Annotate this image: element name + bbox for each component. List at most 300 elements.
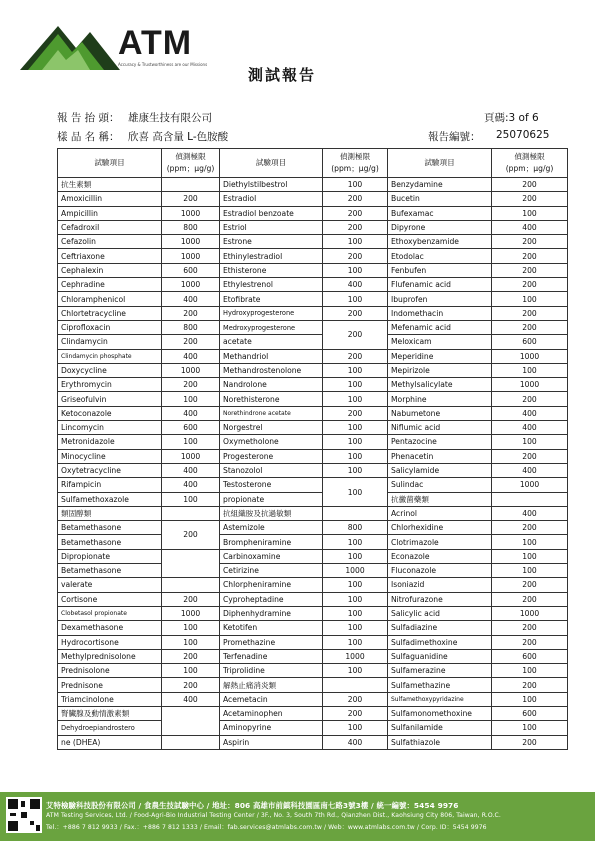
detection-limit-value: 200: [492, 178, 568, 192]
detection-limit-value: 100: [323, 463, 388, 477]
analyte-name: 抗組織胺及抗過敏類: [220, 506, 323, 520]
detection-limit-value: 100: [492, 664, 568, 678]
detection-limit-value: [162, 735, 220, 749]
detection-limit-value: 800: [162, 220, 220, 234]
detection-limit-value: 200: [162, 678, 220, 692]
analyte-name: Acrinol: [388, 506, 492, 520]
table-row: [58, 721, 568, 735]
table-row: [58, 478, 568, 492]
analyte-name: Cetirizine: [220, 564, 323, 578]
table-row: [58, 549, 568, 563]
table-row: [58, 421, 568, 435]
analyte-name: Diethylstilbestrol: [220, 178, 323, 192]
detection-limit-value: 1000: [162, 249, 220, 263]
analyte-name: Promethazine: [220, 635, 323, 649]
detection-limit-value: 400: [492, 421, 568, 435]
detection-limit-value: 100: [492, 564, 568, 578]
detection-limit-value: 200: [162, 649, 220, 663]
detection-limit-value: 100: [323, 635, 388, 649]
detection-limit-value: [162, 578, 220, 592]
analyte-name: Mepirizole: [388, 363, 492, 377]
analyte-name: Niflumic acid: [388, 421, 492, 435]
analyte-name: Diphenhydramine: [220, 606, 323, 620]
analyte-name: Phenacetin: [388, 449, 492, 463]
analyte-name: Methandriol: [220, 349, 323, 363]
analyte-name: Ethylestrenol: [220, 278, 323, 292]
detection-limit-value: 100: [162, 492, 220, 506]
detection-limit-value: 400: [162, 349, 220, 363]
analyte-name: Ampicillin: [58, 206, 162, 220]
detection-limit-value: 100: [323, 378, 388, 392]
analyte-name: Meperidine: [388, 349, 492, 363]
analyte-name: Nabumetone: [388, 406, 492, 420]
analyte-name: 抗生素類: [58, 178, 162, 192]
table-row: [58, 235, 568, 249]
analyte-name: Terfenadine: [220, 649, 323, 663]
analyte-name: Brompheniramine: [220, 535, 323, 549]
detection-limit-value: 200: [492, 392, 568, 406]
analyte-name: Oxymetholone: [220, 435, 323, 449]
detection-limit-value: 200: [162, 335, 220, 349]
analyte-name: Norethindrone acetate: [220, 406, 323, 420]
detection-limit-value: 1000: [162, 278, 220, 292]
analyte-name: Estradiol benzoate: [220, 206, 323, 220]
analyte-name: Griseofulvin: [58, 392, 162, 406]
detection-limit-value: 200: [323, 349, 388, 363]
analyte-name: Dipyrone: [388, 220, 492, 234]
table-row: [58, 635, 568, 649]
analyte-name: ne (DHEA): [58, 735, 162, 749]
detection-limit-value: 800: [323, 521, 388, 535]
detection-limit-value: 200: [492, 635, 568, 649]
detection-limit-value: 400: [492, 406, 568, 420]
detection-limit-value: 200: [162, 192, 220, 206]
column-header-item: 試驗項目: [388, 149, 492, 178]
analyte-name: Oxytetracycline: [58, 463, 162, 477]
table-row: [58, 220, 568, 234]
document-title: 測試報告: [248, 66, 317, 84]
table-row: [58, 206, 568, 220]
table-row: [58, 363, 568, 377]
analyte-name: Ciprofloxacin: [58, 320, 162, 334]
analyte-name: Etodolac: [388, 249, 492, 263]
detection-limit-value: 200: [162, 306, 220, 320]
table-row: [58, 178, 568, 192]
analyte-name: Stanozolol: [220, 463, 323, 477]
analyte-name: Ketotifen: [220, 621, 323, 635]
detection-limit-value: 200: [492, 235, 568, 249]
table-row: [58, 492, 568, 506]
detection-limit-value: 1000: [323, 649, 388, 663]
detection-limit-value: 100: [492, 549, 568, 563]
detection-limit-value: 200: [323, 320, 388, 349]
detection-limit-value: 100: [492, 721, 568, 735]
table-row: [58, 678, 568, 692]
detection-limit-value: 400: [492, 463, 568, 477]
detection-limit-value: 100: [162, 392, 220, 406]
analyte-name: Dexamethasone: [58, 621, 162, 635]
analyte-name: Progesterone: [220, 449, 323, 463]
analyte-name: Sulfamethoxypyridazine: [388, 692, 492, 706]
analyte-name: Mefenamic acid: [388, 320, 492, 334]
detection-limit-value: 1000: [492, 478, 568, 492]
detection-limit-value: 200: [492, 735, 568, 749]
client-name: 雄康生技有限公司: [128, 112, 212, 124]
analyte-name: 腎臟腺及動情激素類: [58, 706, 162, 720]
analyte-name: propionate: [220, 492, 323, 506]
detection-limit-value: [492, 492, 568, 506]
analyte-name: Benzydamine: [388, 178, 492, 192]
analyte-name: Norethisterone: [220, 392, 323, 406]
analyte-name: Cephalexin: [58, 263, 162, 277]
detection-limit-value: 200: [492, 263, 568, 277]
analyte-name: Chlorhexidine: [388, 521, 492, 535]
detection-limit-value: 200: [162, 378, 220, 392]
detection-limit-value: 400: [162, 463, 220, 477]
table-header-row: [58, 149, 568, 178]
analyte-name: Amoxicillin: [58, 192, 162, 206]
detection-limit-value: 100: [323, 292, 388, 306]
column-header-limit: 偵測極限 (ppm；μg/g): [162, 149, 220, 178]
report-number: 25070625: [496, 129, 550, 141]
detection-limit-value: 400: [323, 735, 388, 749]
company-logo: [20, 18, 230, 80]
detection-limit-value: 100: [162, 435, 220, 449]
detection-limit-value: [162, 178, 220, 192]
detection-limit-value: 100: [492, 292, 568, 306]
detection-limit-value: 100: [323, 392, 388, 406]
table-row: [58, 578, 568, 592]
analyte-name: Flufenamic acid: [388, 278, 492, 292]
detection-limit-value: 400: [323, 278, 388, 292]
analyte-name: Metronidazole: [58, 435, 162, 449]
analyte-name: Fluconazole: [388, 564, 492, 578]
table-row: [58, 249, 568, 263]
analyte-name: Sulfamonomethoxine: [388, 706, 492, 720]
analyte-name: Bufexamac: [388, 206, 492, 220]
analyte-name: Chlorpheniramine: [220, 578, 323, 592]
detection-limit-value: 200: [492, 521, 568, 535]
table-row: [58, 621, 568, 635]
detection-limit-value: 400: [162, 406, 220, 420]
table-row: [58, 606, 568, 620]
detection-limit-value: 100: [162, 621, 220, 635]
table-body: [58, 178, 568, 750]
detection-limit-value: 100: [323, 449, 388, 463]
detection-limit-value: 200: [323, 706, 388, 720]
footer-company-zh: 艾特檢驗科技股份有限公司 / 食農生技試驗中心 / 地址：806 高雄市前鎮科技園區南七路3號3樓 / 統一編號：5454 9976: [46, 801, 459, 810]
analyte-name: Clindamycin: [58, 335, 162, 349]
detection-limit-value: 100: [323, 578, 388, 592]
analyte-name: Sulfamethoxazole: [58, 492, 162, 506]
analyte-name: Sulfadiazine: [388, 621, 492, 635]
sample-name: 欣喜 高含量 L-色胺酸: [128, 131, 229, 143]
detection-limit-value: 400: [162, 478, 220, 492]
analyte-name: 類固醇類: [58, 506, 162, 520]
table-row: [58, 463, 568, 477]
table-row: [58, 349, 568, 363]
detection-limit-value: 100: [323, 363, 388, 377]
analyte-name: Aminopyrine: [220, 721, 323, 735]
analyte-name: Cefazolin: [58, 235, 162, 249]
qr-code-icon: [6, 797, 42, 833]
logo-tagline: Accuracy & Trustworthiness are our Missions: [118, 62, 208, 67]
analyte-name: Clobetasol propionate: [58, 606, 162, 620]
analyte-name: Salicylamide: [388, 463, 492, 477]
detection-limit-value: 200: [492, 449, 568, 463]
table-row: [58, 535, 568, 549]
analyte-name: Cyproheptadine: [220, 592, 323, 606]
analyte-name: Ceftriaxone: [58, 249, 162, 263]
analyte-name: Sulfadimethoxine: [388, 635, 492, 649]
analyte-name: Pentazocine: [388, 435, 492, 449]
table-row: [58, 449, 568, 463]
detection-limit-value: 200: [323, 306, 388, 320]
detection-limit-value: 100: [323, 178, 388, 192]
detection-limit-value: [323, 506, 388, 520]
table-row: [58, 278, 568, 292]
table-row: [58, 378, 568, 392]
analyte-name: Norgestrel: [220, 421, 323, 435]
detection-limit-value: 600: [492, 706, 568, 720]
detection-limit-value: 200: [323, 220, 388, 234]
sample-label: 樣 品 名 稱：: [57, 131, 120, 143]
detection-limit-value: 400: [162, 692, 220, 706]
detection-limit-value: 200: [492, 320, 568, 334]
analyte-name: Nandrolone: [220, 378, 323, 392]
analyte-name: Betamethasone: [58, 564, 162, 578]
detection-limit-value: 200: [162, 592, 220, 606]
detection-limit-value: 1000: [162, 606, 220, 620]
detection-limit-value: 1000: [162, 206, 220, 220]
footer-contact: Tel.：+886 7 812 9933 / Fax.：+886 7 812 1333 / Email：fab.services@atmlabs.com.tw / Web：www.atmlabs.com.tw / Corp. ID：5454 9976: [46, 824, 487, 831]
analyte-name: Prednisolone: [58, 664, 162, 678]
analyte-name: Betamethasone: [58, 521, 162, 535]
analyte-name: Cortisone: [58, 592, 162, 606]
detection-limit-value: 100: [162, 664, 220, 678]
analyte-name: acetate: [220, 335, 323, 349]
analyte-name: Medroxyprogesterone: [220, 320, 323, 334]
table-row: [58, 735, 568, 749]
analyte-name: valerate: [58, 578, 162, 592]
detection-limit-value: 100: [162, 635, 220, 649]
analyte-name: Cefadroxil: [58, 220, 162, 234]
analyte-name: Carbinoxamine: [220, 549, 323, 563]
mountain-logo-icon: [20, 18, 120, 70]
analyte-name: Methylprednisolone: [58, 649, 162, 663]
analyte-name: 解熱止痛消炎類: [220, 678, 323, 692]
table-row: [58, 406, 568, 420]
analyte-name: Fenbufen: [388, 263, 492, 277]
analyte-name: Sulfamerazine: [388, 664, 492, 678]
analyte-name: Rifampicin: [58, 478, 162, 492]
analyte-name: Ethisterone: [220, 263, 323, 277]
report-number-label: 報告編號：: [428, 131, 481, 143]
analyte-name: Econazole: [388, 549, 492, 563]
detection-limit-value: 200: [323, 192, 388, 206]
table-row: [58, 263, 568, 277]
analyte-name: Morphine: [388, 392, 492, 406]
analyte-name: Betamethasone: [58, 535, 162, 549]
detection-limit-value: 100: [492, 363, 568, 377]
analyte-name: Ketoconazole: [58, 406, 162, 420]
table-row: [58, 435, 568, 449]
analyte-name: Doxycycline: [58, 363, 162, 377]
analyte-name: Dipropionate: [58, 549, 162, 563]
detection-limit-value: 100: [323, 478, 388, 507]
detection-limit-value: 100: [323, 549, 388, 563]
table-row: [58, 392, 568, 406]
analyte-name: Acetaminophen: [220, 706, 323, 720]
analyte-name: Sulindac: [388, 478, 492, 492]
detection-limit-value: 200: [492, 621, 568, 635]
analyte-name: Minocycline: [58, 449, 162, 463]
analyte-name: Estrone: [220, 235, 323, 249]
detection-limit-value: 100: [323, 263, 388, 277]
detection-limit-value: 200: [492, 306, 568, 320]
table-row: [58, 664, 568, 678]
detection-limit-value: [162, 706, 220, 735]
detection-limit-value: 100: [323, 721, 388, 735]
table-row: [58, 692, 568, 706]
detection-limit-value: 100: [492, 435, 568, 449]
detection-limit-value: 100: [492, 206, 568, 220]
detection-limit-value: 100: [323, 535, 388, 549]
detection-limit-value: 800: [162, 320, 220, 334]
table-row: [58, 335, 568, 349]
column-header-item: 試驗項目: [58, 149, 162, 178]
detection-limit-value: 200: [492, 249, 568, 263]
analyte-name: Methandrostenolone: [220, 363, 323, 377]
detection-limit-value: 200: [492, 578, 568, 592]
detection-limit-value: 200: [323, 249, 388, 263]
analyte-name: Estradiol: [220, 192, 323, 206]
table-row: [58, 306, 568, 320]
footer-company-en: ATM Testing Services, Ltd. / Food-Agri-Bio Industrial Testing Center / 3F., No. 3, South 7th Rd., Qianzhen Dist., Kaohsiung City 806, Taiwan, R.O.C.: [46, 812, 501, 819]
detection-limit-value: 200: [492, 678, 568, 692]
table-row: [58, 649, 568, 663]
table-row: [58, 564, 568, 578]
analyte-name: Prednisone: [58, 678, 162, 692]
detection-limit-value: 200: [492, 278, 568, 292]
table-row: [58, 192, 568, 206]
analyte-name: Triamcinolone: [58, 692, 162, 706]
table-row: [58, 320, 568, 334]
analyte-name: Nitrofurazone: [388, 592, 492, 606]
analyte-name: Triprolidine: [220, 664, 323, 678]
analyte-name: Bucetin: [388, 192, 492, 206]
detection-limit-value: 100: [323, 421, 388, 435]
analyte-name: Sulfamethazine: [388, 678, 492, 692]
analyte-name: 抗黴菌藥類: [388, 492, 492, 506]
detection-limit-value: [162, 549, 220, 578]
analyte-name: Ethinylestradiol: [220, 249, 323, 263]
table-row: [58, 521, 568, 535]
detection-limit-value: [323, 678, 388, 692]
analyte-name: Estriol: [220, 220, 323, 234]
analyte-name: Acemetacin: [220, 692, 323, 706]
table-row: [58, 706, 568, 720]
detection-limit-value: 100: [323, 592, 388, 606]
detection-limit-value: [162, 506, 220, 520]
analyte-name: Ibuprofen: [388, 292, 492, 306]
detection-limit-value: 400: [492, 220, 568, 234]
detection-limit-value: 200: [323, 406, 388, 420]
detection-limit-value: 1000: [162, 235, 220, 249]
detection-limit-value: 600: [492, 649, 568, 663]
analyte-name: Clotrimazole: [388, 535, 492, 549]
table-row: [58, 292, 568, 306]
analyte-name: Ethoxybenzamide: [388, 235, 492, 249]
detection-limit-value: 400: [492, 506, 568, 520]
detection-limit-value: 200: [162, 521, 220, 550]
column-header-limit: 偵測極限 (ppm；μg/g): [492, 149, 568, 178]
detection-limit-value: 400: [162, 292, 220, 306]
column-header-item: 試驗項目: [220, 149, 323, 178]
analyte-name: Lincomycin: [58, 421, 162, 435]
analyte-name: Hydrocortisone: [58, 635, 162, 649]
analyte-name: Clindamycin phosphate: [58, 349, 162, 363]
detection-limit-value: 100: [492, 692, 568, 706]
logo-text: ATM: [118, 24, 193, 62]
analyte-name: Testosterone: [220, 478, 323, 492]
detection-limit-value: 1000: [162, 363, 220, 377]
detection-limit-value: 100: [323, 235, 388, 249]
detection-limit-value: 100: [492, 535, 568, 549]
analyte-name: Chlortetracycline: [58, 306, 162, 320]
detection-limit-value: 200: [492, 592, 568, 606]
analyte-name: Indomethacin: [388, 306, 492, 320]
analyte-name: Chloramphenicol: [58, 292, 162, 306]
table-row: [58, 592, 568, 606]
detection-limit-value: 1000: [323, 564, 388, 578]
client-label: 報 告 抬 頭：: [57, 112, 120, 124]
detection-limit-value: 1000: [492, 378, 568, 392]
analyte-name: Sulfaguanidine: [388, 649, 492, 663]
detection-limit-value: 100: [323, 435, 388, 449]
footer: [0, 792, 595, 841]
analyte-name: Sulfathiazole: [388, 735, 492, 749]
detection-limit-value: 100: [323, 606, 388, 620]
detection-limit-value: 200: [323, 692, 388, 706]
table-row: [58, 506, 568, 520]
detection-limit-value: 200: [323, 206, 388, 220]
analyte-name: Meloxicam: [388, 335, 492, 349]
analyte-name: Isoniazid: [388, 578, 492, 592]
analyte-name: Astemizole: [220, 521, 323, 535]
analyte-name: Erythromycin: [58, 378, 162, 392]
analyte-name: Methylsalicylate: [388, 378, 492, 392]
analyte-name: Sulfanilamide: [388, 721, 492, 735]
detection-limit-value: 1000: [162, 449, 220, 463]
analyte-name: Salicylic acid: [388, 606, 492, 620]
column-header-limit: 偵測極限 (ppm；μg/g): [323, 149, 388, 178]
page-number: 頁碼:3 of 6: [484, 112, 539, 124]
detection-limit-value: 100: [323, 664, 388, 678]
detection-limit-table: [57, 148, 568, 750]
analyte-name: Dehydroepiandrostero: [58, 721, 162, 735]
detection-limit-value: 1000: [492, 606, 568, 620]
detection-limit-value: 600: [162, 263, 220, 277]
analyte-name: Cephradine: [58, 278, 162, 292]
analyte-name: Hydroxyprogesterone: [220, 306, 323, 320]
detection-limit-value: 600: [162, 421, 220, 435]
detection-limit-value: 600: [492, 335, 568, 349]
analyte-name: Aspirin: [220, 735, 323, 749]
detection-limit-value: 1000: [492, 349, 568, 363]
analyte-name: Etofibrate: [220, 292, 323, 306]
detection-limit-value: 100: [323, 621, 388, 635]
